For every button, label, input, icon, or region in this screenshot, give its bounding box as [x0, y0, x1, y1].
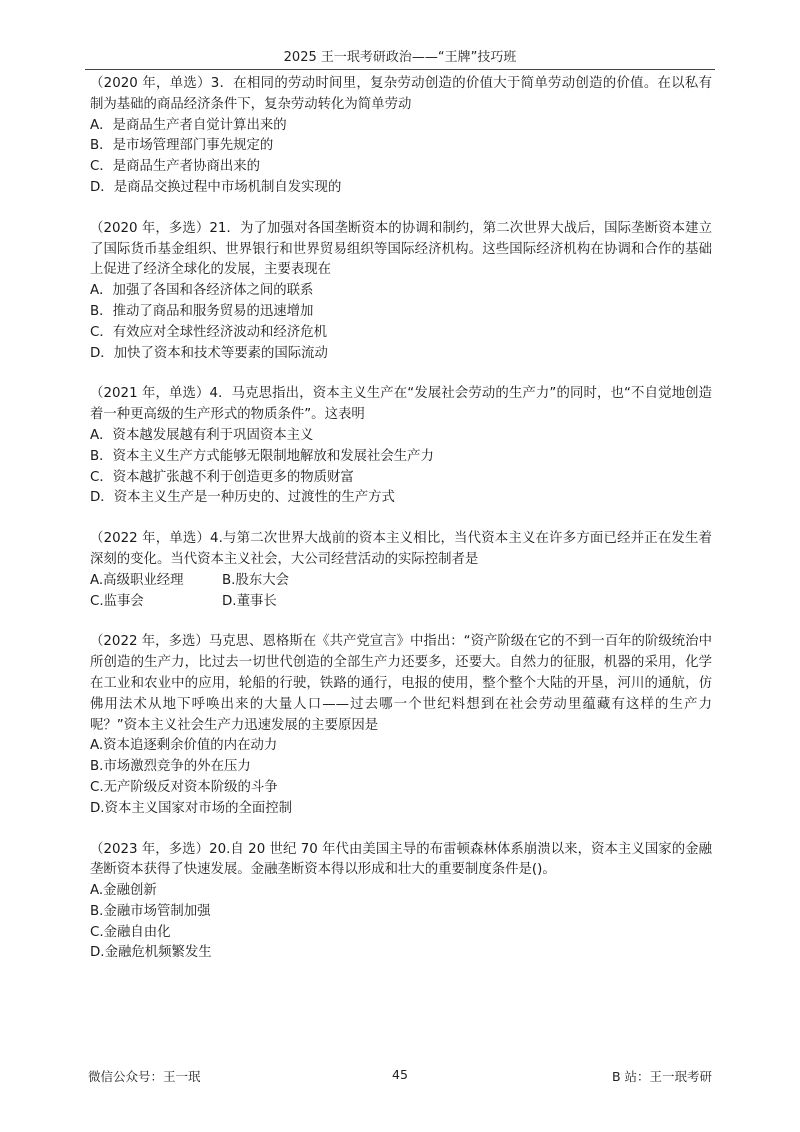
question-2 — [90, 219, 712, 365]
option-a: A.金融创新 — [90, 883, 157, 899]
option-a: A.高级职业经理 — [90, 572, 184, 588]
question-stem: （2020 年，多选）21．为了加强对各国垄断资本的协调和制约，第二次世界大战后，国际垄断资本建立了国际货币基金组织、世界银行和世界贸易组织等国际经济机构。这些国际经济机构在协调和合作的基础上促进了经济全球化的发展，主要表现在 — [90, 220, 712, 278]
option-row — [90, 592, 712, 613]
question-stem: （2021 年，单选）4．马克思指出，资本主义生产在“发展社会劳动的生产力”的同时，也“不自觉地创造着一种更高级的生产形式的物质条件”。这表明 — [90, 386, 712, 423]
option-c: C．有效应对全球性经济波动和经济危机 — [90, 324, 327, 340]
option-d: D.金融危机频繁发生 — [90, 945, 212, 961]
footer-wechat: 微信公众号：王一珉 — [88, 1069, 201, 1084]
question-stem: （2020 年，单选）3．在相同的劳动时间里，复杂劳动创造的价值大于简单劳动创造的价值。在以私有制为基础的商品经济条件下，复杂劳动转化为简单劳动 — [90, 76, 712, 112]
question-stem: （2023 年，多选）20.自 20 世纪 70 年代由美国主导的布雷顿森林体系崩溃以来，资本主义国家的金融垄断资本获得了快速发展。金融垄断资本得以形成和壮大的重要制度条件是()。 — [90, 841, 712, 878]
option-c: C.监事会 — [90, 593, 144, 609]
option-a: A．是商品生产者自觉计算出来的 — [90, 117, 287, 133]
question-3 — [90, 384, 712, 509]
footer-bilibili: B 站：王一珉考研 — [611, 1069, 712, 1084]
option-a: A．资本越发展越有利于巩固资本主义 — [90, 427, 314, 443]
option-b: B.股东大会 — [222, 572, 290, 588]
header-title: 2025 王一珉考研政治——“王牌”技巧班 — [283, 50, 517, 65]
question-stem: （2022 年，单选）4.与第二次世界大战前的资本主义相比，当代资本主义在许多方面已经并正在发生着深刻的变化。当代资本主义社会，大公司经营活动的实际控制者是 — [90, 531, 712, 567]
question-4 — [90, 529, 712, 612]
option-b: B．推动了商品和服务贸易的迅速增加 — [90, 303, 314, 319]
option-d: D．是商品交换过程中市场机制自发实现的 — [90, 179, 342, 195]
option-d: D．资本主义生产是一种历史的、过渡性的生产方式 — [90, 490, 395, 506]
option-c: C.无产阶级反对资本阶级的斗争 — [90, 779, 278, 795]
option-c: C．资本越扩张越不利于创造更多的物质财富 — [90, 469, 354, 485]
option-b: B.金融市场管制加强 — [90, 903, 211, 919]
option-a: A．加强了各国和各经济体之间的联系 — [90, 283, 314, 299]
question-stem: （2022 年，多选）马克思、恩格斯在《共产党宣言》中指出：“资产阶级在它的不到一百年的阶级统治中所创造的生产力，比过去一切世代创造的全部生产力还要多，还要大。自然力的征服，机器的采用，化学在工业和农业中的应用，轮船的行驶，铁路的通行，电报的使用，整个整个大陆的开垦，河川的通航，仿佛用法术从地下呼唤出来的大量人口——过去哪一个世纪料想到在社会劳动里蕴藏有这样的生产力呢？”资本主义社会生产力迅速发展的主要原因是 — [90, 634, 712, 733]
question-list — [90, 74, 712, 984]
option-b: B.市场激烈竞争的外在压力 — [90, 759, 251, 775]
question-6 — [90, 840, 712, 965]
option-a: A.资本追逐剩余价值的内在动力 — [90, 738, 278, 754]
page-number: 45 — [392, 1067, 408, 1082]
option-c: C.金融自由化 — [90, 924, 171, 940]
question-1 — [90, 74, 712, 199]
option-d: D．加快了资本和技术等要素的国际流动 — [90, 345, 328, 361]
option-row — [90, 571, 712, 592]
page-header — [85, 46, 715, 70]
option-d: D.董事长 — [222, 593, 277, 609]
question-5 — [90, 632, 712, 819]
option-b: B．资本主义生产方式能够无限制地解放和发展社会生产力 — [90, 448, 434, 464]
option-c: C．是商品生产者协商出来的 — [90, 159, 261, 175]
option-b: B．是市场管理部门事先规定的 — [90, 138, 274, 154]
option-d: D.资本主义国家对市场的全面控制 — [90, 800, 293, 816]
